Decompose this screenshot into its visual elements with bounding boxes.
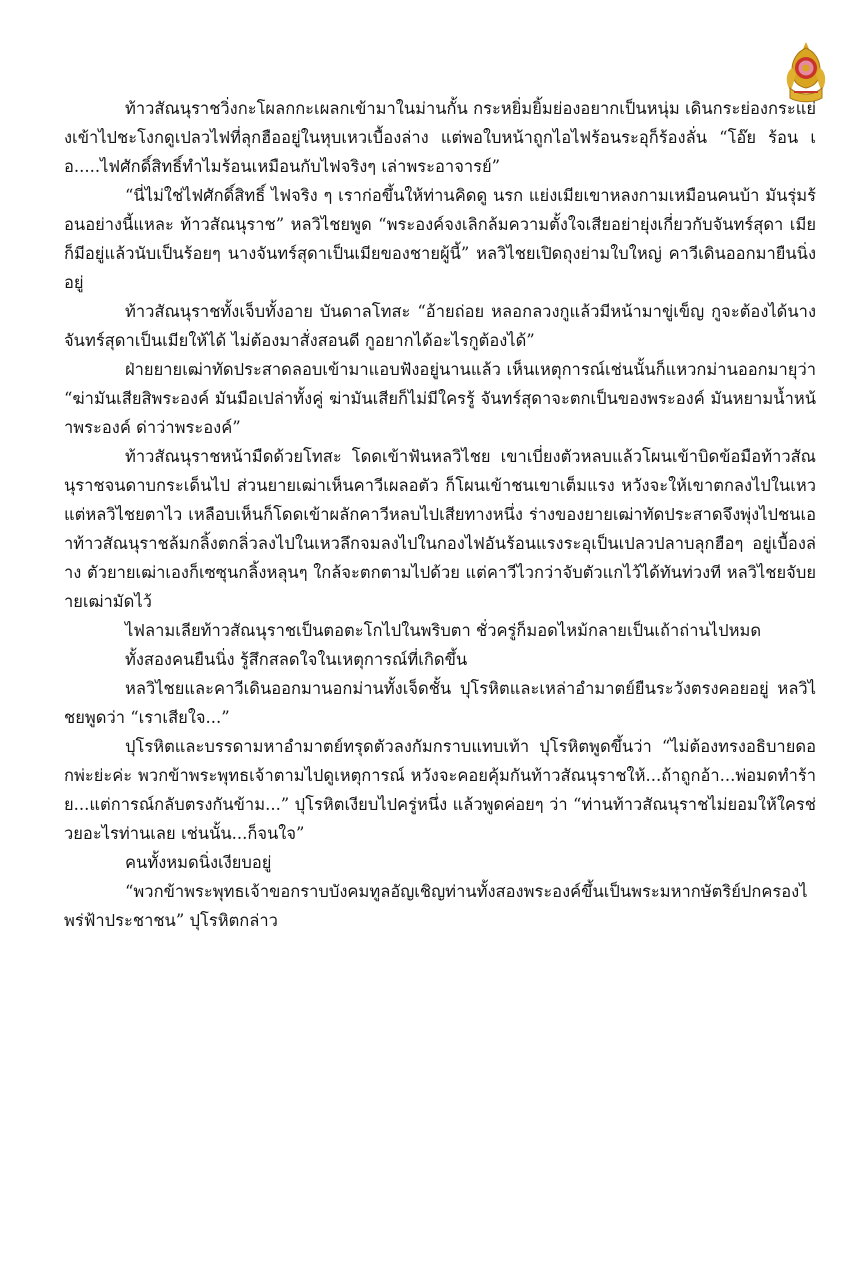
paragraph: ท้าวสัณนุราชวิ่งกะโผลกกะเผลกเข้ามาในม่านกั้น กระหยิ่มยิ้มย่องอยากเป็นหนุ่ม เดินกระย่องกระแย่งเข้าไปชะโงกดูเปลวไฟที่ลุกฮืออยู่ในหุบเหวเบื้องล่าง แต่พอใบหน้าถูกไอไฟร้อนระอุก็ร้องลั่น “โอ๊ย ร้อน เอ.....ไฟศักดิ์สิทธิ์ทำไมร้อนเหมือนกับไฟจริงๆ เล่าพระอาจารย์” [64,99,816,176]
paragraph: ปุโรหิตและบรรดามหาอำมาตย์ทรุดตัวลงกัมกราบแทบเท้า ปุโรหิตพูดขึ้นว่า “ไม่ต้องทรงอธิบายดอกพ่ะย่ะค่ะ พวกข้าพระพุทธเจ้าตามไปดูเหตุการณ์ หวังจะคอยคุ้มกันท้าวสัณนุราชให้...ถ้าถูกอ้า...พ่อมดทำร้าย...แต่การณ์กลับตรงกันข้าม...” ปุโรหิตเงียบไปครู่หนึ่ง แล้วพูดค่อยๆ ว่า “ท่านท้าวสัณนุราชไม่ยอมให้ใครช่วยอะไรท่านเลย เช่นนั้น...ก็จนใจ” [64,737,816,843]
story-text [64,94,816,935]
paragraph: ท้าวสัณนุราชหน้ามืดด้วยโทสะ โดดเข้าฟันหลวิไชย เขาเบี่ยงตัวหลบแล้วโผนเข้าบิดข้อมือท้าวสัณนุราชจนดาบกระเด็นไป ส่วนยายเฒ่าเห็นคาวีเผลอตัว ก็โผนเข้าชนเขาเต็มแรง หวังจะให้เขาตกลงไปในเหว แต่หลวิไชยตาไว เหลือบเห็นก็โดดเข้าผลักคาวีหลบไปเสียทางหนึ่ง ร่างของยายเฒ่าทัดประสาดจึงพุ่งไปชนเอาท้าวสัณนุราชล้มกลิ้งตกลิ่วลงไปในเหวลึกจมลงไปในกองไฟอันร้อนแรงระอุเป็นเปลวปลาบลุกฮือๆ อยู่เบื้องล่าง ตัวยายเฒ่าเองก็เซซุนกลิ้งหลุนๆ ใกล้จะตกตามไปด้วย แต่คาวีไวกว่าจับตัวแกไว้ได้ทันท่วงที หลวิไชยจับยายเฒ่ามัดไว้ [64,447,816,611]
paragraph: ท้าวสัณนุราชทั้งเจ็บทั้งอาย บันดาลโทสะ “อ้ายถ่อย หลอกลวงกูแล้วมีหน้ามาขู่เข็ญ กูจะต้องได้นางจันทร์สุดาเป็นเมียให้ได้ ไม่ต้องมาสั่งสอนดี กูอยากได้อะไรกูต้องได้” [64,302,816,350]
paragraph: ไฟลามเลียท้าวสัณนุราชเป็นตอตะโกไปในพริบตา ชั่วครู่ก็มอดไหม้กลายเป็นเถ้าถ่านไปหมด [125,621,762,640]
paragraph: “นี่ไม่ใช่ไฟศักดิ์สิทธิ์ ไฟจริง ๆ เราก่อขึ้นให้ท่านคิดดู นรก แย่งเมียเขาหลงกามเหมือนคนบ้า มันรุ่มร้อนอย่างนี้แหละ ท้าวสัณนุราช” หลวิไชยพูด “พระองค์จงเลิกล้มความตั้งใจเสียอย่ายุ่งเกี่ยวกับจันทร์สุดา เมียก็มีอยู่แล้วนับเป็นร้อยๆ นางจันทร์สุดาเป็นเมียของชายผู้นี้” หลวิไชยเปิดถุงย่ามใบใหญ่ คาวีเดินออกมายืนนิ่งอยู่ [64,186,816,292]
paragraph: ฝ่ายยายเฒ่าทัดประสาดลอบเข้ามาแอบฟังอยู่นานแล้ว เห็นเหตุการณ์เช่นนั้นก็แหวกม่านออกมายุว่า “ฆ่ามันเสียสิพระองค์ มันมือเปล่าทั้งคู่ ฆ่ามันเสียก็ไม่มีใครรู้ จันทร์สุดาจะตกเป็นของพระองค์ มันหยามน้ำหน้าพระองค์ ด่าว่าพระองค์” [64,360,816,437]
paragraph: ทั้งสองคนยืนนิ่ง รู้สึกสลดใจในเหตุการณ์ที่เกิดขึ้น [125,650,468,669]
paragraph: คนทั้งหมดนิ่งเงียบอยู่ [125,853,272,872]
paragraph: หลวิไชยและคาวีเดินออกมานอกม่านทั้งเจ็ดชั้น ปุโรหิตและเหล่าอำมาตย์ยืนระวังตรงคอยอยู่ หลวิไชยพูดว่า “เราเสียใจ...” [64,679,816,727]
paragraph: “พวกข้าพระพุทธเจ้าขอกราบบังคมทูลอัญเชิญท่านทั้งสองพระองค์ขึ้นเป็นพระมหากษัตริย์ปกครองไพร่ฟ้าประชาชน” ปุโรหิตกล่าว [64,882,808,930]
